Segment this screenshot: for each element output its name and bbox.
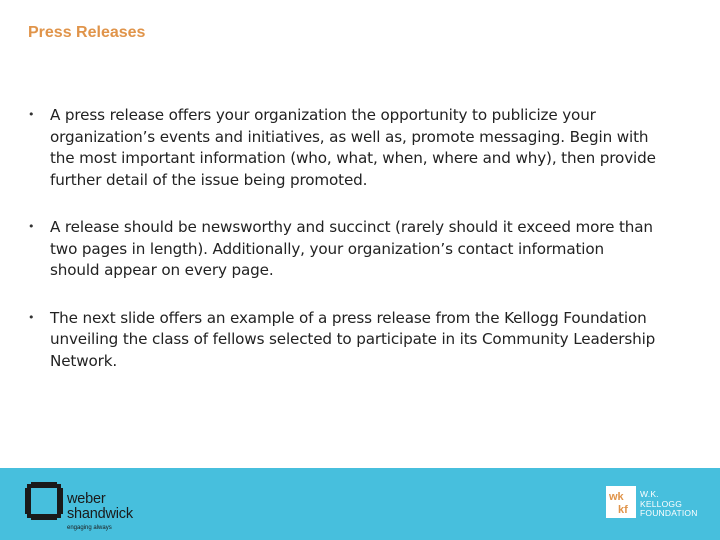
- bullet-text: The next slide offers an example of a press release from the Kellogg Foundation unveiling the class of fellows selected to participate in its Community Leadership Network.: [50, 308, 656, 370]
- footer-bar: [0, 468, 720, 540]
- kellogg-line3: FOUNDATION: [640, 508, 698, 518]
- kellogg-foundation-wordmark: [640, 490, 698, 519]
- bullet-marker: •: [28, 108, 35, 121]
- kellogg-line2: KELLOGG: [640, 498, 683, 509]
- bullet-item: [28, 217, 658, 282]
- kellogg-foundation-logo: [606, 484, 716, 522]
- bullet-item: [28, 105, 658, 191]
- weber-shandwick-line1: weber: [67, 491, 106, 507]
- kellogg-line1: W.K.: [640, 489, 659, 499]
- kellogg-foundation-logo-icon: [606, 486, 636, 518]
- bullet-text: A press release offers your organization the opportunity to publicize your organization’s events and initiatives, as well as, promote messaging. Begin with the most important information (who, what, when, where and why), then provide further detail of the issue being promoted.: [50, 106, 656, 189]
- svg-text:kf: kf: [618, 504, 628, 516]
- bullet-text: A release should be newsworthy and succinct (rarely should it exceed more than two pages in length). Additionally, your organization’s contact information should appear on every page.: [50, 218, 653, 279]
- bullet-marker: •: [28, 220, 35, 233]
- weber-shandwick-line2: shandwick: [67, 506, 133, 522]
- weber-shandwick-tagline: engaging always: [67, 525, 112, 531]
- weber-shandwick-wordmark: [67, 492, 133, 522]
- bullet-marker: •: [28, 310, 35, 324]
- svg-text:wk: wk: [609, 491, 624, 503]
- weber-shandwick-logo: [25, 482, 175, 536]
- bullet-item: [28, 308, 658, 373]
- weber-shandwick-logo-icon: [25, 482, 63, 520]
- bullet-list: [28, 105, 658, 398]
- slide-title: Press Releases: [28, 24, 146, 41]
